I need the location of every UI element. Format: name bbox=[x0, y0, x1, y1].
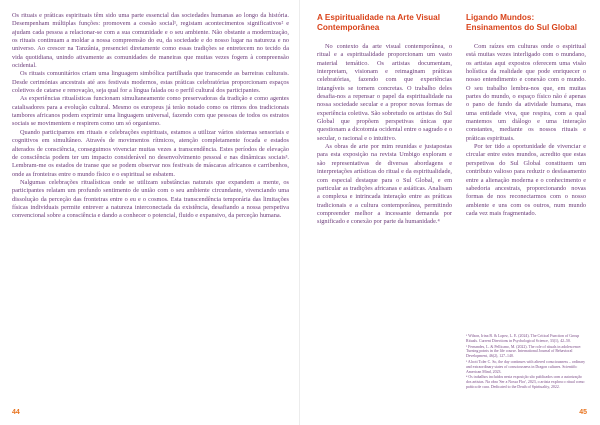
page-number-left: 44 bbox=[12, 409, 20, 416]
right-column bbox=[466, 13, 586, 218]
right-paragraph-1: Com raízes em culturas onde o espiritual está muitas vezes interligado com o mundano, os artistas aqui expostos oferecem uma visão holística da realidade que pode enriquecer o nosso entendimento e conexão com o mundo. O seu trabalho lembra-nos que, em muitas partes do mundo, o espaço físico não é apenas o pano de fundo da atividade humana, mas uma entidade viva, que respira, com a qual mantemos um diálogo e uma interação constantes, mediante os nossos rituais e práticas espirituais. bbox=[466, 43, 586, 142]
right-paragraph-2: Por ter tido a oportunidade de vivenciar e circular entre estes mundos, acredito que estas perspetivas do Sul Global constituem um contributo valioso para reduzir o desfasamento entre a alienação moderna e o conhecimento e sabedoria ancestrais, proporcionando novas formas de nos reconectarmos com o nosso ambiente e uns com os outros, num mundo cada vez mais fragmentado. bbox=[466, 143, 586, 217]
left-page-text bbox=[12, 12, 289, 221]
footnote-3: ³ Alcott Toler C. So, the day continues with altered consciousness – ordinary and extraordinary states of consciousness in Dragon cultures. Scientific American Mind, 2023. bbox=[466, 359, 586, 374]
middle-paragraph-1: No contexto da arte visual contemporânea, o ritual e a espiritualidade proporcionam um vasto material temático. Os artistas documentam, interpretam, visionam e reimaginam práticas celebratórias, fazendo com que experiências intangíveis se tornem concretas. O trabalho deles desafia-nos a repensar o papel da espiritualidade na nossa sociedade secular e a propor novas formas de experiência coletiva. São sobretudo os artistas do Sul Global que propõem perspetivas únicas que questionam a dicotomia ocidental entre o sagrado e o secular, o racional e o intuitivo. bbox=[317, 43, 452, 142]
page-number-right: 45 bbox=[579, 409, 587, 416]
section-heading-global-south: Ligando Mundos: Ensinamentos do Sul Global bbox=[466, 13, 577, 32]
footnotes bbox=[466, 334, 586, 391]
left-paragraph-1: Os rituais e práticas espirituais têm sido uma parte essencial das sociedades humanas ao longo da história. Desempenham múltiplas funções: promovem a coesão social¹, registam acontecimentos significativos² e ajudam cada pessoa a relacionar-se com a sua comunidade e o seu ambiente. Não obstante a modernização, os rituais continuam a moldar a nossa compreensão do eu, da sociedade e do nosso lugar na natureza e no universo. Ao crescer na Tanzânia, presenciei diretamente como essas tradições se entretecem no tecido da vida quotidiana, unindo ativamente as comunidades de maneiras que muitas vezes fogem à compreensão ocidental. bbox=[12, 12, 289, 70]
footnote-4: ⁴ Os trabalhos incluídos nesta exposição são publicados com a autorização dos artistas. Na obra 'Ser a Nossa Flor', 2023, o artista explora o ritual como prática de cura. Dedicated to the Death of Spirituality, 2022. bbox=[466, 375, 585, 389]
footnote-2: ² Fernandes, L. & Pellicano, M. (2022). The role of rituals in adolescence: Turning points in the life course. International Journal of Behavioral Development, 46(2), 127–140. bbox=[466, 344, 582, 359]
left-paragraph-2: Os rituais comunitários criam uma linguagem simbólica partilhada que transcende as barreiras culturais. Desde cerimónias ancestrais até aos festivais modernos, estas práticas celebratórias proporcionam espaços coletivos de catarse e renovação, seja qual for a língua falada ou o perfil cultural dos participantes. bbox=[12, 70, 289, 95]
middle-paragraph-2: As obras de arte por mim reunidas e justapostas para esta exposição na revista Umbigo exploram e são representativas de diversas abordagens e interpretações artísticas do ritual e da espiritualidade, com especial destaque para o Sul Global, e em particular as tradições africanas e asiáticas. Analisam a complexa e intrincada interação entre as práticas tradicionais e a cultura contemporânea, permitindo compreender melhor a incessante demanda por significado e conexão por parte da humanidade.⁴ bbox=[317, 143, 452, 226]
left-paragraph-3: As experiências ritualísticas funcionam simultaneamente como preservadoras da tradição e como agentes catalisadores para a evolução cultural. Mesmo os europeus já terão notado como os ritmos dos tradicionais tambores africanos podem exprimir uma linguagem universal, fazendo com que pessoas de todos os estratos sociais se movimentem e respirem como um só organismo. bbox=[12, 95, 289, 128]
section-heading-visual-art: A Espiritualidade na Arte Visual Contemporânea bbox=[317, 13, 440, 32]
left-paragraph-5: Nalgumas celebrações ritualísticas onde se utilizam substâncias naturais que expandem a mente, os participantes relatam um profundo sentimento de união com o seu ambiente circundante, vivenciando uma dissolução da perceção das fronteiras entre o eu e o cosmos. Esta transcendência temporária das limitações físicas individuais permite entrever a natureza interconectada da existência, desafiando a nossa perspetiva convencional sobre a consciência e dando a conhecer o potencial, fluido e expansivo, da perceção humana. bbox=[12, 178, 289, 220]
footnote-1: ¹ Wilson, Irina B. & Lopez, L. E. (2024). The Critical Function of Group Rituals. Current Directions in Psychological Science, 33(1), 42–50. bbox=[466, 334, 580, 343]
page-gutter bbox=[299, 0, 300, 425]
left-paragraph-4: Quando participamos em rituais e celebrações espirituais, estamos a utilizar vários sistemas sensoriais e cognitivos em simultâneo. Através de movimentos rítmicos, atenção completamente focada e estados alterados de consciência, conseguimos vivenciar muitas vezes a transcendência. Estes períodos de elevação de consciência podem ter um impacto considerável no desenvolvimento pessoal e nas dinâmicas sociais³. Lembram-me os estados de transe que se podem observar nos festivais de máscaras africanos e carribenhos, onde as fronteiras entre o mundo físico e o espiritual se esbatem. bbox=[12, 128, 289, 178]
middle-column bbox=[317, 13, 452, 227]
